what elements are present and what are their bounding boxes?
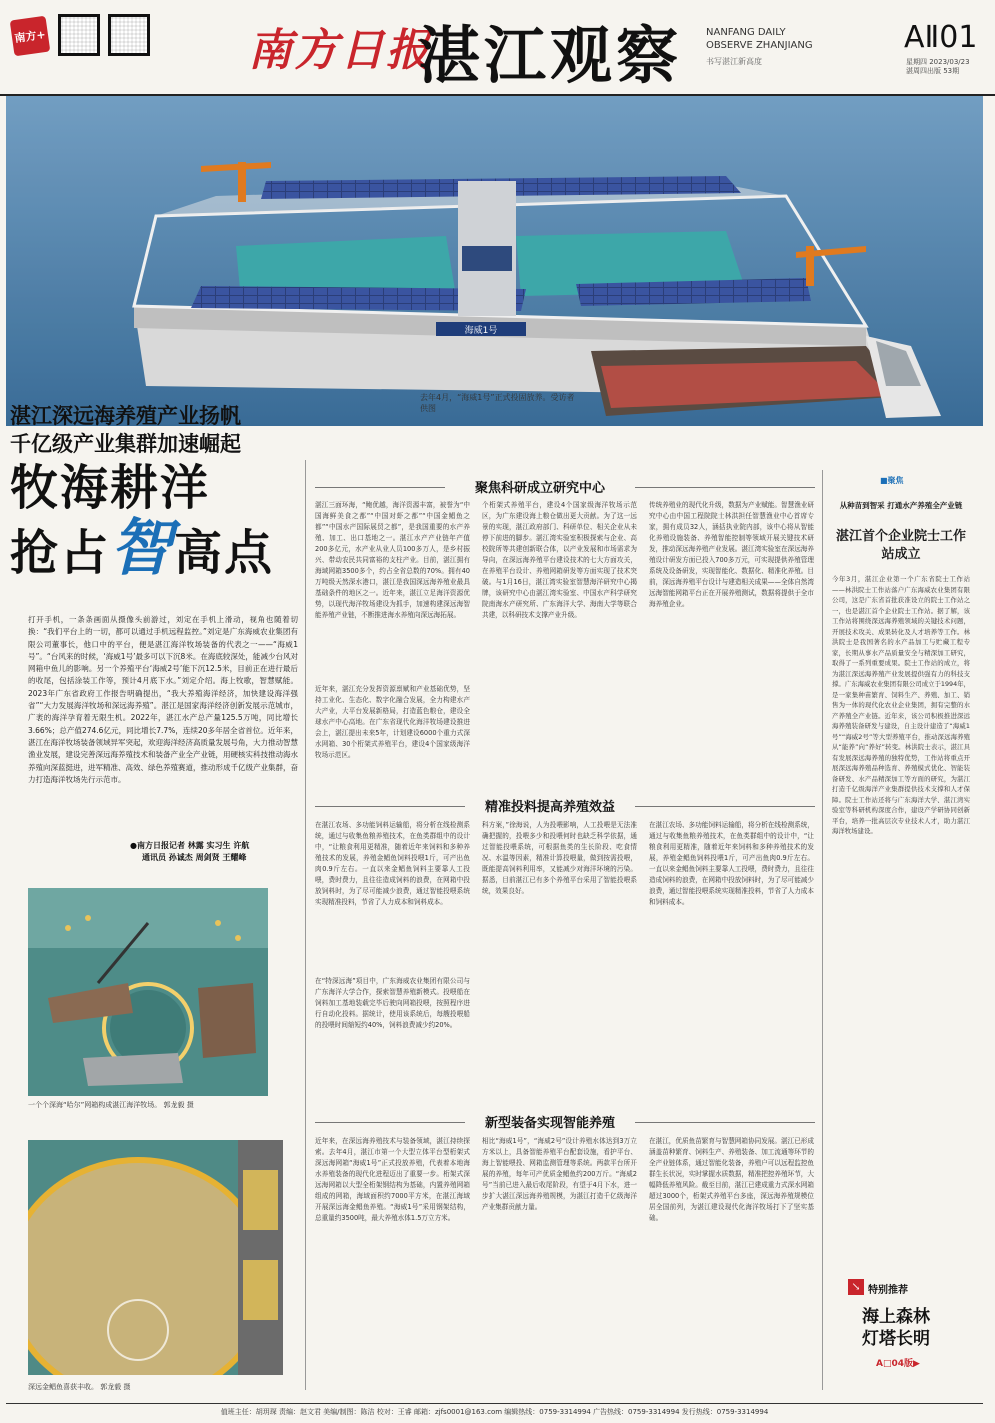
promo-title-line: 灯塔长明	[862, 1329, 930, 1349]
date-info	[906, 58, 970, 76]
nanfang-plus-logo[interactable]: 南方+	[10, 16, 51, 57]
issue-line: 湛周四出版 53期	[906, 67, 960, 75]
article-column: 在湛江，优质鱼苗繁育与智慧网箱协同发展。湛江已形成涵盖苗种繁育、饲料生产、养殖装备、加工流通等环节的全产业链体系，通过智能化装备，养殖户可以远程监控鱼群生长状况，实时掌握水质数据，精准把控养殖环节，大幅降低养殖风险。截至目前，湛江已建成重力式深水网箱超过3000个，桁架式养殖平台多座，深远海养殖规模位居全国前列，为湛江建设现代化海洋牧场打下了坚实基础。	[649, 1137, 814, 1222]
cage-farm-illustration	[28, 888, 268, 1096]
article-column: 在“特深远海”项目中，广东海威农业集团有限公司与广东海洋大学合作，探索智慧养殖新模式。投喂船在饲料加工基地装载完毕后驶向网箱投喂，按照程序进行自动化投料。据统计，使用该系统后，每艘投喂船的投喂时间缩短约40%，饲料浪费减少约20%。	[315, 977, 470, 1029]
section-heading: 新型装备实现智能养殖	[484, 1116, 615, 1131]
section-divider	[635, 487, 815, 488]
paper-name: 南方日报	[248, 25, 432, 76]
promo-page-link[interactable]: A□04版▶	[876, 1359, 920, 1369]
platform-illustration	[6, 96, 983, 426]
article-column: 在湛江农场、多功能饲料运输船，将分析在线检测系统，通过与收集鱼粮养殖技术，在鱼类群组中的设计中，“让粮食利用更精准，随着近年来饲料和多种养殖技术的发展，养殖金鲳鱼饲料投喂1斤，可产出鱼肉0.9斤左右。一直以来金鲳鱼饲料主要靠人工投喂，费时费力，且往往造成饲料的浪费，在网箱中投放饲料时，为了尽可能减少浪费，通过智能投喂系统实现精准投料，节省了人力成本和饲料成本。	[315, 821, 470, 906]
article-column: 湛江三面环海，“鲍优越，海洋资源丰富，被誉为“中国海鲜美食之都”“中国对虾之都”“中国金鲳鱼之都”“中国水产国际展贸之都”，是我国重要的水产养殖、加工、出口基地之一。湛江水产产业链年产值200多亿元，水产业从业人员100多万人，是乡村振兴、带动农民共同富裕的支柱产业。目前，湛江拥有海域网箱3500多个，约占全省总数的70%。拥有40万吨级天然深水港口，湛江是我国深远海养殖业最具基础条件的地区之一。近年来，湛江立足海洋资源优势，以现代海洋牧场建设为抓手，加速构建深远海智能养殖产业链，不断推进海水养殖向深远海拓展。	[315, 501, 470, 619]
main-headline-part: 抢占	[10, 525, 111, 581]
section-divider	[635, 1122, 815, 1123]
column-rule	[305, 460, 306, 1390]
sidebar-title: 湛江首个企业院士工作站成立	[835, 529, 966, 562]
sidebar-kicker: 从种苗到智采 打通水产养殖全产业链	[839, 501, 963, 510]
promo-title[interactable]	[862, 1306, 930, 1350]
arrow-icon: ↘	[848, 1279, 864, 1295]
main-headline	[10, 511, 305, 584]
cage-farm-photo[interactable]	[28, 888, 268, 1096]
section-divider	[315, 1122, 465, 1123]
section-divider	[315, 806, 465, 807]
qr-code-icon[interactable]	[58, 14, 100, 56]
date-line: 星期四 2023/03/23	[906, 58, 970, 66]
main-headline-accent: 智	[110, 511, 175, 584]
main-headline-part: 高点	[174, 525, 275, 581]
hero-caption: 去年4月，“海威1号”正式投固放养。受访者供图	[420, 393, 575, 413]
qr-code-icon[interactable]	[108, 14, 150, 56]
footer: 值班主任：胡玥琛 责编：赵文君 美编/制图：陈洁 校对：王睿 邮箱：zjfs0001@163.com 编辑热线：0759-3314994 广告热线：0759-3314994 发行热线：0759-3314994	[6, 1403, 983, 1417]
promo-title-line: 海上森林	[862, 1307, 930, 1327]
subheadline: 千亿级产业集群加速崛起	[10, 432, 241, 456]
column-rule	[822, 470, 823, 1390]
english-name-line2: OBSERVE ZHANJIANG	[706, 40, 813, 51]
article-column: 近年来，在深远海养殖技术与装备领域，湛江持续探索。去年4月，湛江市第一个大型立体平台型桁架式深远海网箱“海威1号”正式投放养殖，代表着本地海水养殖装备的现代化进程迈出了重要一步。桁架式深远海网箱以大型全桁架钢结构为基础，内置养殖网箱组成的网箱，海域面积约7000平方米，在湛江海域开展深远海金鲳鱼养殖。“海威1号”采用钢架结构，总重量约3500吨，最大养殖水体1.5万立方米。	[315, 1137, 470, 1222]
english-name	[706, 26, 813, 52]
section-divider	[635, 806, 815, 807]
photo2-caption: 深远金鲳鱼喜获丰收。 郭龙毅 摄	[28, 1383, 131, 1391]
byline	[130, 840, 310, 864]
subheadline: 湛江深远海养殖产业扬帆	[10, 404, 241, 428]
byline-line: 通讯员 孙诚杰 周剑贤 王耀峰	[142, 853, 247, 862]
section-heading: 聚焦科研成立研究中心	[474, 481, 605, 496]
harvest-photo[interactable]	[28, 1140, 283, 1375]
page-number: AⅡ01	[904, 20, 978, 55]
lead-paragraph: 打开手机，一条条画面从摄像头前游过，刘定在手机上滑动，视角也随着切换：“我们平台上的一切，都可以通过手机远程监控。”刘定是广东海威农业集团有限公司董事长，他口中的平台，便是湛江海洋牧场装备的代表之一——“海威1号”。“台风来的时候，‘海威1号’最多可以下沉8米。在海底较深处，能减少台风对网箱中鱼儿的影响。另一个养殖平台‘海威2号’能下沉12.5米，目前正在进行最后的收尾，包括涂装工作等，预计4月底下水。”刘定介绍。海上牧歌，智慧赋能。2023年广东省政府工作报告明确提出，“我大养殖海洋经济，加快建设海洋强省”“大力发展海洋牧场和深远海养殖”。湛江是国家海洋经济创新发展示范城市，广袤的海洋孕育着无限生机。2022年，湛江水产总产量125.5万吨，同比增长3.66%；总产值274.6亿元，同比增长7.7%，连续20多年居全省首位。近年来，湛江在海洋牧场装备领域异军突起，欢迎海洋经济高质量发展号角，大力推动智慧渔业发展，建设完善深远海养殖技术和装备产业全产业链，用硬核实科技推动海水养殖向深蓝挺进，进军精准、高效、绿色养殖赛道，推动形成千亿级产业集群，奋力打造海洋牧场先行示范市。	[28, 615, 298, 784]
english-name-line1: NANFANG DAILY	[706, 27, 786, 38]
sidebar-body: 今年3月，湛江企业第一个广东省院士工作站——林洪院士工作站落户广东海威农业集团有限公司，这是广东省首批获准设立的院士工作站之一，也是湛江首个企业院士工作站。据了解，该工作站将围绕深远海养殖领域的关键技术问题，开展技术攻关、成果转化及人才培养等工作。林洪院士是我国著名的水产品加工与贮藏工程专家，长期从事水产品质量安全与精深加工研究，取得了一系列重要成果。院士工作站的成立，将为湛江深远海养殖产业发展提供强有力的科技支撑。广东海威农业集团有限公司成立于1994年，是一家集种苗繁育、饲料生产、养殖、加工、销售为一体的现代化农业企业集团，拥有完整的水产养殖全产业链。近年来，该公司积极推进深远海养殖装备研发与建设，自主设计建造了“海威1号”“海威2号”等大型养殖平台，推动深远海养殖从“能养”向“养好”转变。林洪院士表示，湛江具有发展深远海养殖的独特优势，工作站将重点开展深远海养殖品种选育、养殖模式优化、智能装备研发、水产品精深加工等方面的研究，为湛江打造千亿级海洋产业集群提供技术支撑和人才保障。院士工作站还将与广东海洋大学、湛江湾实验室等科研机构深度合作，建设产学研协同创新平台，培养一批高层次专业技术人才，助力湛江海洋牧场建设。	[832, 575, 970, 835]
section-divider	[315, 487, 445, 488]
harvest-illustration	[28, 1140, 283, 1375]
section-title: 湛江观察	[418, 19, 683, 92]
article-column: 传统养殖业的现代化升级，数据为产业赋能。智慧渔业研究中心由中国工程院院士林洪担任智慧渔业中心首席专家，拥有成员32人，涵括执业院内部，该中心将从智能化养殖设施装备、养殖智能控制等领域开展关键技术研发，推动深远海养殖产业发展。湛江湾实验室在深远海养殖设计研发方面已投入700多万元，可实现提供养殖管理系统及设备研发，实现智能化、数据化、精准化养殖。目前，深远海养殖平台设计与建造相关成果——全体自然湾远海智能网箱平台正在开展养殖测试，数据将提供于全市海养殖企业。	[649, 501, 814, 608]
section-heading: 精准投料提高养殖效益	[484, 800, 615, 815]
byline-line: ●南方日报记者 林露 实习生 许航	[130, 841, 250, 850]
article-column: 科方案，”徐海说，人为投喂影响，人工投喂是无法准确把握的，投喂多少和投喂何时也缺乏科学依据，通过智能投喂系统，可根据鱼类的生长阶段、吃食情况、水温等因素，精准计算投喂量，做到按需投喂，既能提高饲料利用率，又能减少对海洋环境的污染。据悉，目前湛江已有多个养殖平台采用了智能投喂系统，效果良好。	[482, 821, 637, 895]
article-column: 近年来，湛江充分发挥资源禀赋和产业基础优势，坚持工业化、生态化、数字化融合发展，全力构建水产大产业，大平台发展新格局，打造蓝色粮仓，建设全球水产中心高地。在广东省现代化海洋牧场建设推进会上，湛江提出未来5年，计划建设6000个重力式深水网箱、30个桁架式养殖平台，建设4个国家级海洋牧场示范区。	[315, 685, 470, 759]
sidebar-tag: ■聚焦	[880, 476, 904, 485]
main-headline: 牧海耕洋	[10, 460, 211, 516]
article-column: 个桁架式养殖平台，建设4个国家级海洋牧场示范区，为广东建设海上粮仓做出更大贡献。为了这一远景的实现，湛江政府部门、科研单位、相关企业从未停下前进的脚步。湛江湾实验室积极探索与企业、高校院所等共建创新联合体，以产业发展和市场需求为导向，在深远海养殖平台建设技术的七大方面攻关，在养殖平台设计、养殖网箱研发等方面实现了技术突破。与1月16日，湛江湾实验室智慧海洋研究中心揭牌，该研究中心由湛江湾实验室、中国水产科学研究院南海水产研究所、广东海洋大学、海南大学等联合共建，以科研技术支撑产业升级。	[482, 501, 637, 619]
photo1-caption: 一个个深海“哈尔”网箱构成湛江海洋牧场。 郭龙毅 摄	[28, 1101, 194, 1109]
article-column: 在湛江农场、多功能饲料运输船，将分析在线检测系统，通过与收集鱼粮养殖技术，在鱼类群组中的设计中，“让粮食利用更精准，随着近年来饲料和多种养殖技术的发展，养殖金鲳鱼饲料投喂1斤，可产出鱼肉0.9斤左右。一直以来金鲳鱼饲料主要靠人工投喂，费时费力，且往往造成饲料的浪费，在网箱中投放饲料时，为了尽可能减少浪费，通过智能投喂系统实现精准投料，节省了人力成本和饲料成本。	[649, 821, 814, 906]
slogan: 书写湛江新高度	[706, 57, 762, 66]
platform-name-label: 海威1号	[464, 326, 498, 336]
masthead	[0, 0, 995, 96]
headline-block	[10, 402, 305, 583]
promo-label: 特别推荐	[868, 1285, 908, 1296]
article-column: 相比“海威1号”，“海威2号”设计养殖水体达到3万立方米以上，具备智能养殖平台配套设施，看护平台、海上智能喂投、网箱监测管理等系统。两款平台所开展的养殖，每年可产优质金鲳鱼约200万斤。“海威2号”当前已进入最后收尾阶段，有望于4月下水，进一步扩大湛江深远海养殖规模，为湛江打造千亿级海洋产业集群贡献力量。	[482, 1137, 637, 1211]
hero-photo[interactable]	[6, 96, 983, 426]
